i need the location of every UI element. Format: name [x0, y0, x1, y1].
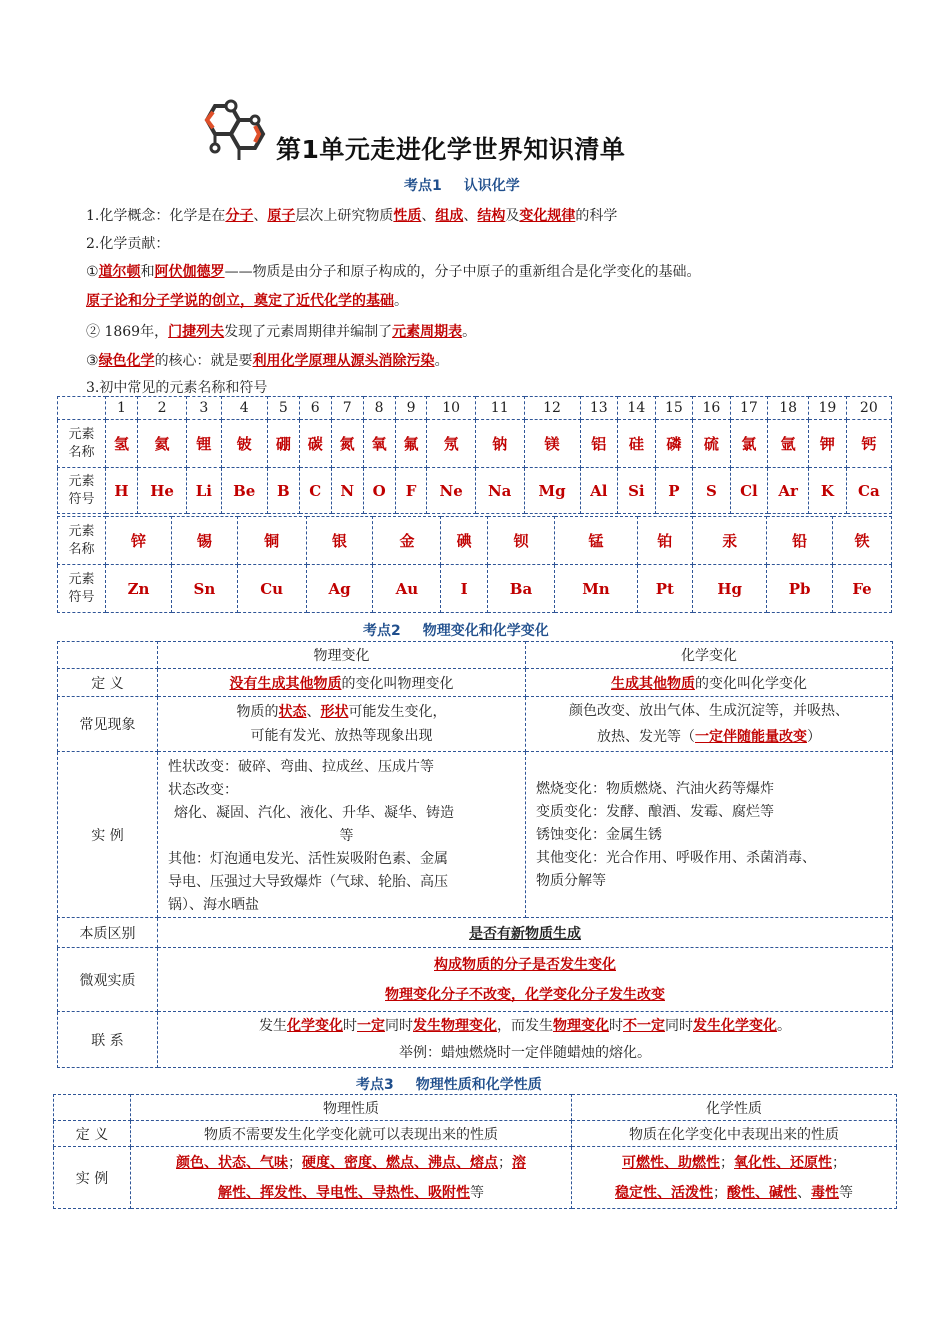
section-heading-2 — [363, 620, 549, 640]
table-row: 定 义 物质不需要发生化学变化就可以表现出来的性质 物质在化学变化中表现出来的性质 — [54, 1121, 897, 1147]
table-row: 联 系 发生化学变化时一定同时发生物理变化，而发生物理变化时不一定同时发生化学变化。 举例：蜡烛燃烧时一定伴随蜡烛的熔化。 — [58, 1012, 893, 1068]
property-table — [53, 1094, 897, 1209]
table-row: 1 2 3 4 5 6 7 8 9 10 11 12 13 14 15 16 17 18 19 20 — [58, 397, 892, 420]
molecule-logo-icon — [193, 96, 277, 172]
essence-text: 是否有新物质生成 — [158, 918, 893, 948]
section-heading-3 — [356, 1074, 542, 1094]
table-row: 实 例 性状改变：破碎、弯曲、拉成丝、压成片等 状态改变： 熔化、凝固、汽化、液化、升华、凝华、铸造 等 其他：灯泡通电发光、活性炭吸附色素、金属 导电、压强过大导致爆炸（气球、轮胎、高压 锅）、海水晒盐 燃烧变化：物质燃烧、汽油火药等爆炸 变质变化：发酵、酿酒、发霉、腐烂等 锈蚀变化：金属生锈 其他变化：光合作用、呼吸作用、杀菌消毒、 物质分解等 — [58, 752, 893, 918]
change-table — [57, 641, 893, 1068]
table-row: 元素 符号 Zn Sn Cu Ag Au I Ba Mn Pt Hg Pb Fe — [58, 565, 892, 613]
paragraph-mendeleev: ② 1869年，门捷列夫发现了元素周期律并编制了元素周期表。 — [86, 324, 477, 340]
paragraph-chem-concept: 1.化学概念：化学是在分子、原子层次上研究物质性质、组成、结构及变化规律的科学 — [86, 208, 618, 224]
row-label: 微观实质 — [58, 948, 158, 1012]
section-number: 考点1 — [404, 178, 442, 194]
table-row: 元素 符号 H He Li Be B C N O F Ne Na Mg Al Si P S Cl Ar K Ca — [58, 468, 892, 514]
table-row: 元素 名称 氢 氦 锂 铍 硼 碳 氮 氧 氟 氖 钠 镁 铝 硅 磷 硫 氯 氩 钾 钙 — [58, 420, 892, 468]
section-number: 考点3 — [356, 1077, 394, 1093]
section-name: 认识化学 — [463, 178, 520, 194]
table-row — [54, 1095, 897, 1121]
section-name: 物理变化和化学变化 — [422, 623, 549, 639]
section-heading-1 — [404, 175, 520, 195]
table-row: 微观实质 构成物质的分子是否发生变化 物理变化分子不改变，化学变化分子发生改变 — [58, 948, 893, 1012]
paragraph-atomic-theory: 原子论和分子学说的创立，奠定了近代化学的基础。 — [86, 293, 408, 309]
row-label: 常见现象 — [58, 697, 158, 752]
paragraph-green-chem: ③绿色化学的核心：就是要利用化学原理从源头消除污染。 — [86, 353, 449, 369]
row-label: 实 例 — [54, 1147, 131, 1209]
row-label: 定 义 — [54, 1121, 131, 1147]
paragraph-dalton: ①道尔顿和阿伏伽德罗——物质是由分子和原子构成的，分子中原子的重新组合是化学变化的基础。 — [86, 264, 701, 280]
section-name: 物理性质和化学性质 — [415, 1077, 542, 1093]
col-header-phys: 物理变化 — [158, 642, 526, 669]
row-label: 联 系 — [58, 1012, 158, 1068]
section-number: 考点2 — [363, 623, 401, 639]
table-row: 元素 名称 锌 锡 铜 银 金 碘 钡 锰 铂 汞 铅 铁 — [58, 517, 892, 565]
table-row: 实 例 颜色、状态、气味；硬度、密度、燃点、沸点、熔点；溶 解性、挥发性、导电性、导热性、吸附性等 可燃性、助燃性；氧化性、还原性； 稳定性、活泼性；酸性、碱性、毒性等 — [54, 1147, 897, 1209]
element-table-2 — [57, 516, 892, 613]
col-header-chem: 化学变化 — [526, 642, 893, 669]
paragraph-chem-contribution: 2.化学贡献： — [86, 236, 170, 252]
col-header-chem: 化学性质 — [572, 1095, 897, 1121]
row-label: 定 义 — [58, 669, 158, 697]
row-label: 实 例 — [58, 752, 158, 918]
paragraph-element-list: 3.初中常见的元素名称和符号 — [86, 380, 268, 396]
page-title: 第1单元走进化学世界知识清单 — [276, 135, 626, 164]
col-header-phys: 物理性质 — [131, 1095, 572, 1121]
table-row: 常见现象 物质的状态、形状可能发生变化， 可能有发光、放热等现象出现 颜色改变、放出气体、生成沉淀等，并吸热、 放热、发光等（一定伴随能量改变） — [58, 697, 893, 752]
element-table — [57, 396, 892, 514]
table-row — [58, 642, 893, 669]
row-label: 本质区别 — [58, 918, 158, 948]
table-row — [58, 918, 893, 948]
table-row: 定 义 没有生成其他物质的变化叫物理变化 生成其他物质的变化叫化学变化 — [58, 669, 893, 697]
